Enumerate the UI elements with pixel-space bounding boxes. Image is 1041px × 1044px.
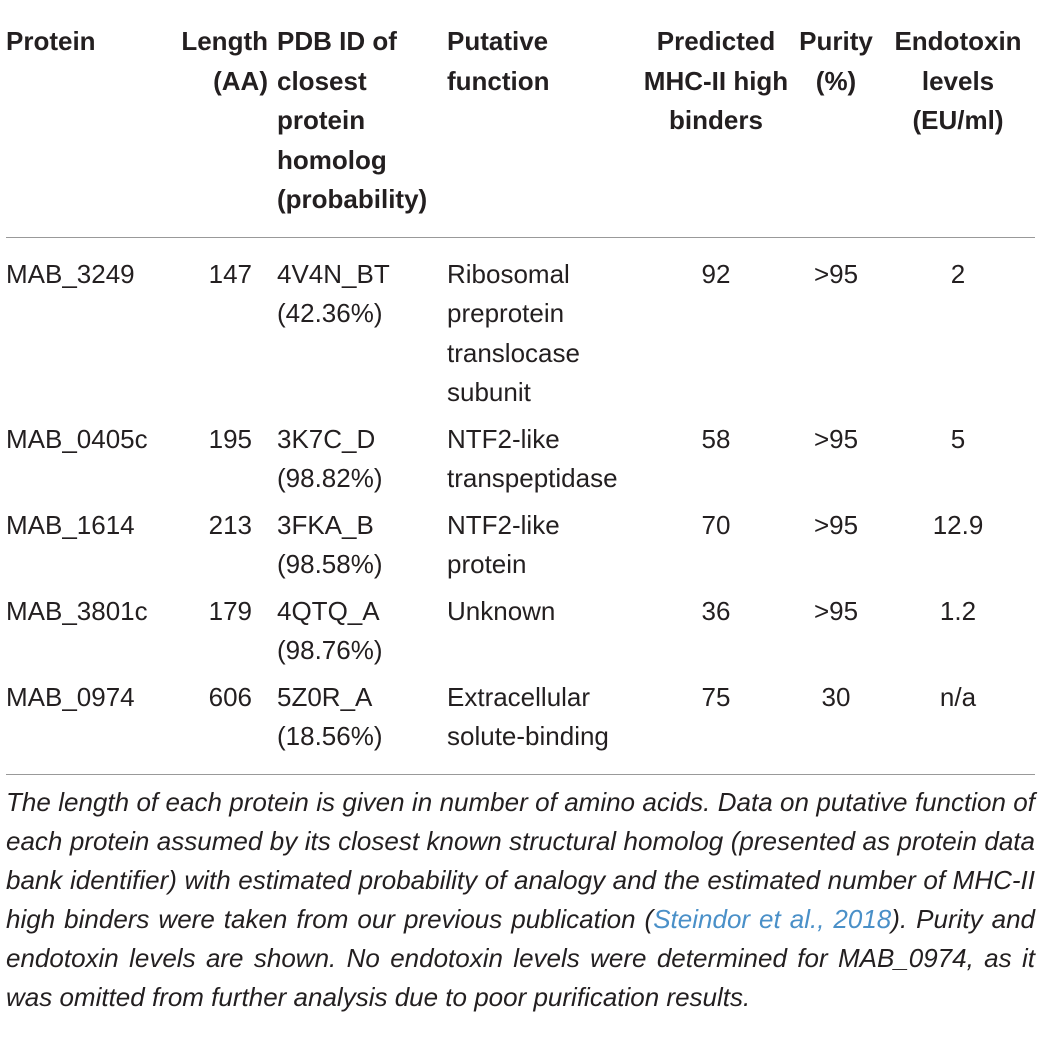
- cell-endotoxin: 1.2: [939, 595, 977, 626]
- cell-pdb: 4V4N_BT (42.36%): [277, 258, 390, 328]
- cell-function: Ribosomal preprotein translocase subunit: [447, 258, 580, 407]
- cell-function: Unknown: [447, 595, 556, 626]
- header-pdb: PDB ID of closest protein homolog (probability): [277, 26, 428, 214]
- header-binders: Predicted MHC-II high binders: [643, 26, 789, 135]
- caption-text-2: ). Purity and endotoxin levels are shown. No endotoxin levels were determined for MAB_0974, as it was omitted from further analysis due to poor purification results.: [6, 903, 1036, 1012]
- cell-endotoxin: 5: [950, 423, 966, 454]
- protein-table: [6, 22, 1035, 775]
- cell-function: Extracellular solute-binding: [447, 681, 609, 751]
- cell-binders: 75: [701, 681, 731, 712]
- cell-binders: 58: [701, 423, 731, 454]
- cell-length: 213: [208, 509, 252, 540]
- cell-function: NTF2-like transpeptidase: [447, 423, 618, 493]
- cell-function: NTF2-like protein: [447, 509, 560, 579]
- cell-purity: >95: [813, 258, 859, 289]
- cell-protein: MAB_3249: [6, 258, 135, 289]
- cell-pdb: 3FKA_B (98.58%): [277, 509, 383, 579]
- caption-text-1: The length of each protein is given in number of amino acids. Data on putative function of each protein assumed by its closest known structural homolog (presented as protein data bank identifier) with estimated probability of analogy and the estimated number of MHC-II high binders were taken from our previous publication (: [6, 786, 1035, 934]
- header-purity: Purity (%): [799, 26, 873, 96]
- cell-binders: 70: [701, 509, 731, 540]
- citation-link[interactable]: Steindor et al., 2018: [653, 903, 892, 934]
- cell-purity: >95: [813, 509, 859, 540]
- table-row: [6, 592, 1035, 678]
- table-caption: [6, 783, 1035, 1017]
- table-row: [6, 420, 1035, 506]
- cell-protein: MAB_3801c: [6, 595, 148, 626]
- cell-length: 179: [208, 595, 252, 626]
- cell-length: 606: [208, 681, 252, 712]
- header-protein: Protein: [6, 26, 96, 56]
- cell-purity: 30: [821, 681, 851, 712]
- header-endotoxin: Endotoxin levels (EU/ml): [894, 26, 1022, 135]
- cell-binders: 92: [701, 258, 731, 289]
- cell-protein: MAB_0405c: [6, 423, 148, 454]
- cell-pdb: 5Z0R_A (18.56%): [277, 681, 383, 751]
- table-row: [6, 678, 1035, 775]
- cell-endotoxin: 2: [950, 258, 966, 289]
- cell-length: 147: [208, 258, 252, 289]
- header-length: Length (AA): [181, 26, 268, 96]
- cell-pdb: 4QTQ_A (98.76%): [277, 595, 383, 665]
- cell-protein: MAB_0974: [6, 681, 135, 712]
- cell-length: 195: [208, 423, 252, 454]
- table-row: [6, 506, 1035, 592]
- table-row: [6, 237, 1035, 420]
- cell-pdb: 3K7C_D (98.82%): [277, 423, 383, 493]
- cell-endotoxin: n/a: [939, 681, 977, 712]
- header-function: Putative function: [447, 26, 550, 96]
- cell-binders: 36: [701, 595, 731, 626]
- header-row: [6, 22, 1035, 237]
- table-container: [6, 22, 1035, 1043]
- cell-purity: >95: [813, 595, 859, 626]
- cell-purity: >95: [813, 423, 859, 454]
- cell-protein: MAB_1614: [6, 509, 135, 540]
- cell-endotoxin: 12.9: [932, 509, 984, 540]
